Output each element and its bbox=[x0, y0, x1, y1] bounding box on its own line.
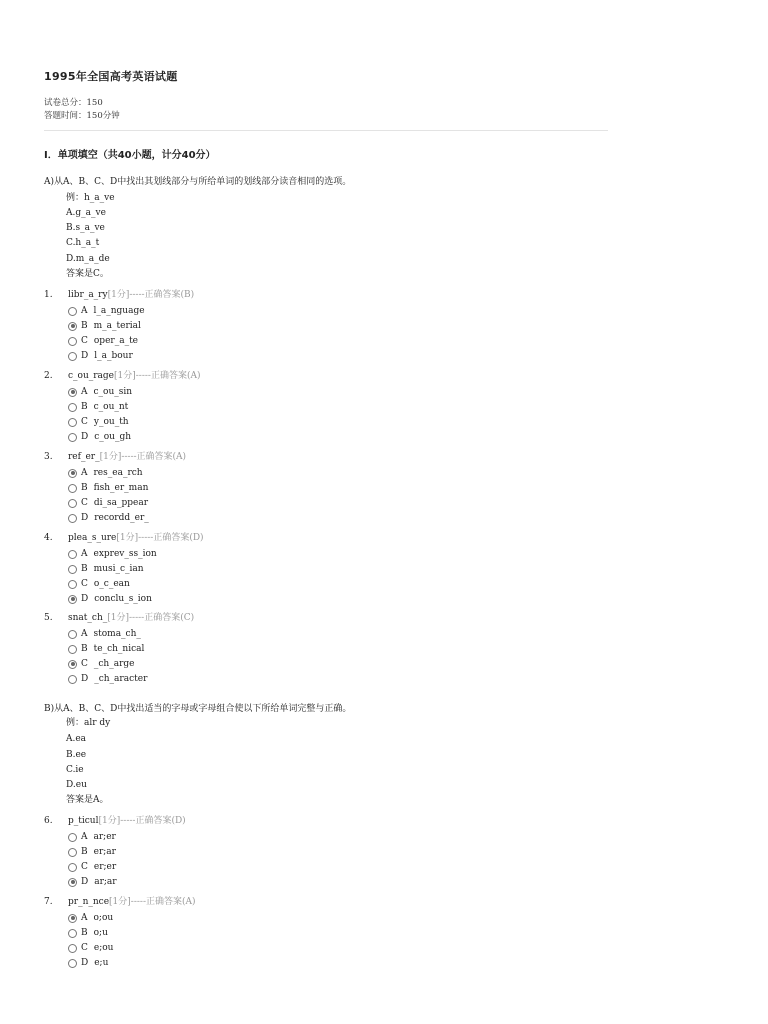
option-letter: B bbox=[81, 644, 88, 654]
radio-button[interactable] bbox=[68, 914, 77, 923]
option-letter: D bbox=[81, 351, 89, 361]
option-letter: C bbox=[81, 336, 88, 346]
part-a-answer: 答案是C。 bbox=[66, 269, 109, 279]
question-score-answer: [1分]-----正确答案(D) bbox=[116, 533, 204, 543]
option-letter: A bbox=[81, 306, 88, 316]
section-heading: Ⅰ．单项填空（共40小题，计分40分） bbox=[44, 150, 216, 161]
question-stem bbox=[68, 532, 204, 544]
answer-option[interactable] bbox=[68, 431, 131, 443]
option-letter: B bbox=[81, 483, 88, 493]
option-text: _ch_aracter bbox=[94, 674, 148, 684]
option-text: c_ou_gh bbox=[94, 432, 132, 442]
answer-option[interactable] bbox=[68, 563, 144, 575]
option-text: ar;er bbox=[93, 832, 116, 842]
answer-option[interactable] bbox=[68, 305, 145, 317]
answer-option[interactable] bbox=[68, 658, 134, 670]
option-letter: B bbox=[81, 928, 88, 938]
radio-button[interactable] bbox=[68, 929, 77, 938]
radio-button[interactable] bbox=[68, 307, 77, 316]
option-letter: D bbox=[81, 674, 89, 684]
question-word: pr_n_nce bbox=[68, 897, 110, 907]
option-text: l_a_nguage bbox=[93, 306, 145, 316]
divider bbox=[44, 130, 608, 131]
option-text: c_ou_sin bbox=[93, 387, 133, 397]
answer-option[interactable] bbox=[68, 512, 149, 524]
radio-button[interactable] bbox=[68, 565, 77, 574]
part-b-choice: B.ee bbox=[66, 750, 87, 760]
question-word: ref_er_ bbox=[68, 452, 100, 462]
option-text: c_ou_nt bbox=[93, 402, 129, 412]
answer-option[interactable] bbox=[68, 497, 148, 509]
part-b-instruction: B)从A、B、C、D中找出适当的字母或字母组合使以下所给单词完整与正确。 bbox=[44, 704, 352, 714]
answer-option[interactable] bbox=[68, 628, 141, 640]
option-text: oper_a_te bbox=[93, 336, 139, 346]
radio-button[interactable] bbox=[68, 418, 77, 427]
part-b-example: 例：alr dy bbox=[66, 718, 111, 728]
question-word: c_ou_rage bbox=[68, 371, 115, 381]
question-word: snat_ch_ bbox=[68, 613, 108, 623]
radio-button[interactable] bbox=[68, 322, 77, 331]
radio-button[interactable] bbox=[68, 645, 77, 654]
radio-button[interactable] bbox=[68, 660, 77, 669]
answer-option[interactable] bbox=[68, 386, 132, 398]
part-a-choice: B.s_a_ve bbox=[66, 223, 105, 233]
question-score-answer: [1分]-----正确答案(D) bbox=[98, 816, 186, 826]
question-number: 1. bbox=[44, 290, 53, 300]
answer-option[interactable] bbox=[68, 927, 108, 939]
option-text: recordd_er_ bbox=[94, 513, 149, 523]
option-letter: B bbox=[81, 402, 88, 412]
question-stem bbox=[68, 612, 194, 624]
total-score: 试卷总分：150 bbox=[44, 98, 103, 108]
part-a-choice: D.m_a_de bbox=[66, 254, 110, 264]
option-letter: B bbox=[81, 321, 88, 331]
option-letter: C bbox=[81, 659, 88, 669]
option-text: _ch_arge bbox=[93, 659, 135, 669]
question-score-answer: [1分]-----正确答案(A) bbox=[99, 452, 187, 462]
question-stem bbox=[68, 451, 186, 463]
question-number: 7. bbox=[44, 897, 53, 907]
radio-button[interactable] bbox=[68, 848, 77, 857]
answer-option[interactable] bbox=[68, 861, 116, 873]
part-b-choice: A.ea bbox=[66, 734, 87, 744]
radio-button[interactable] bbox=[68, 433, 77, 442]
radio-button[interactable] bbox=[68, 878, 77, 887]
option-letter: A bbox=[81, 549, 88, 559]
option-letter: C bbox=[81, 579, 88, 589]
question-number: 2. bbox=[44, 371, 53, 381]
part-a-choice: A.g_a_ve bbox=[66, 208, 106, 218]
part-b-answer: 答案是A。 bbox=[66, 795, 109, 805]
question-stem bbox=[68, 370, 201, 382]
answer-option[interactable] bbox=[68, 416, 129, 428]
question-score-answer: [1分]-----正确答案(A) bbox=[114, 371, 201, 381]
part-a-example: 例：h_a_ve bbox=[66, 193, 115, 203]
question-number: 3. bbox=[44, 452, 53, 462]
radio-button[interactable] bbox=[68, 550, 77, 559]
radio-button[interactable] bbox=[68, 630, 77, 639]
radio-button[interactable] bbox=[68, 944, 77, 953]
answer-option[interactable] bbox=[68, 401, 128, 413]
radio-button[interactable] bbox=[68, 499, 77, 508]
part-a-instruction: A)从A、B、C、D中找出其划线部分与所给单词的划线部分读音相同的选项。 bbox=[44, 177, 352, 187]
radio-button[interactable] bbox=[68, 863, 77, 872]
radio-button[interactable] bbox=[68, 514, 77, 523]
option-text: er;ar bbox=[93, 847, 116, 857]
radio-button[interactable] bbox=[68, 352, 77, 361]
question-word: libr_a_ry bbox=[68, 290, 108, 300]
option-letter: D bbox=[81, 513, 89, 523]
option-letter: A bbox=[81, 629, 88, 639]
answer-option[interactable] bbox=[68, 942, 113, 954]
answer-option[interactable] bbox=[68, 846, 116, 858]
question-score-answer: [1分]-----正确答案(A) bbox=[109, 897, 196, 907]
answer-option[interactable] bbox=[68, 643, 144, 655]
question-score-answer: [1分]-----正确答案(B) bbox=[107, 290, 195, 300]
option-text: fish_er_man bbox=[93, 483, 149, 493]
radio-button[interactable] bbox=[68, 484, 77, 493]
option-letter: D bbox=[81, 432, 89, 442]
option-text: stoma_ch_ bbox=[93, 629, 141, 639]
question-number: 6. bbox=[44, 816, 53, 826]
answer-option[interactable] bbox=[68, 912, 113, 924]
part-b-choice: D.eu bbox=[66, 780, 87, 790]
answer-option[interactable] bbox=[68, 578, 130, 590]
option-text: conclu_s_ion bbox=[94, 594, 152, 604]
option-text: er;er bbox=[93, 862, 117, 872]
radio-button[interactable] bbox=[68, 959, 77, 968]
option-text: e;ou bbox=[93, 943, 114, 953]
option-letter: A bbox=[81, 468, 88, 478]
option-text: exprev_ss_ion bbox=[93, 549, 157, 559]
part-a-choice: C.h_a_t bbox=[66, 238, 100, 248]
option-letter: B bbox=[81, 564, 88, 574]
question-number: 4. bbox=[44, 533, 53, 543]
option-text: l_a_bour bbox=[94, 351, 133, 361]
radio-button[interactable] bbox=[68, 675, 77, 684]
option-letter: A bbox=[81, 832, 88, 842]
question-number: 5. bbox=[44, 613, 53, 623]
option-letter: C bbox=[81, 862, 88, 872]
question-score-answer: [1分]-----正确答案(C) bbox=[107, 613, 195, 623]
option-letter: C bbox=[81, 498, 88, 508]
radio-button[interactable] bbox=[68, 469, 77, 478]
option-letter: D bbox=[81, 594, 89, 604]
option-text: ar;ar bbox=[94, 877, 117, 887]
answer-time: 答题时间：150分钟 bbox=[44, 111, 120, 121]
radio-button[interactable] bbox=[68, 403, 77, 412]
question-stem bbox=[68, 815, 186, 827]
part-b-choice: C.ie bbox=[66, 765, 84, 775]
option-letter: A bbox=[81, 913, 88, 923]
answer-option[interactable] bbox=[68, 335, 138, 347]
option-text: m_a_terial bbox=[93, 321, 141, 331]
option-text: di_sa_ppear bbox=[93, 498, 149, 508]
answer-option[interactable] bbox=[68, 673, 147, 685]
radio-button[interactable] bbox=[68, 580, 77, 589]
answer-option[interactable] bbox=[68, 482, 148, 494]
option-text: o;u bbox=[93, 928, 108, 938]
option-text: te_ch_nical bbox=[93, 644, 145, 654]
answer-option[interactable] bbox=[68, 831, 116, 843]
option-text: musi_c_ian bbox=[93, 564, 144, 574]
option-text: y_ou_th bbox=[93, 417, 129, 427]
option-text: o;ou bbox=[93, 913, 114, 923]
option-letter: B bbox=[81, 847, 88, 857]
radio-button[interactable] bbox=[68, 337, 77, 346]
option-letter: A bbox=[81, 387, 88, 397]
option-text: e;u bbox=[94, 958, 109, 968]
answer-option[interactable] bbox=[68, 593, 152, 605]
option-letter: D bbox=[81, 877, 89, 887]
radio-button[interactable] bbox=[68, 595, 77, 604]
answer-option[interactable] bbox=[68, 548, 157, 560]
radio-button[interactable] bbox=[68, 833, 77, 842]
option-letter: C bbox=[81, 943, 88, 953]
question-stem bbox=[68, 289, 194, 301]
question-stem bbox=[68, 896, 196, 908]
radio-button[interactable] bbox=[68, 388, 77, 397]
option-text: res_ea_rch bbox=[93, 468, 143, 478]
answer-option[interactable] bbox=[68, 320, 141, 332]
answer-option[interactable] bbox=[68, 957, 108, 969]
option-letter: D bbox=[81, 958, 89, 968]
question-word: p_ticul bbox=[68, 816, 99, 826]
question-word: plea_s_ure bbox=[68, 533, 117, 543]
answer-option[interactable] bbox=[68, 467, 143, 479]
option-letter: C bbox=[81, 417, 88, 427]
option-text: o_c_ean bbox=[93, 579, 130, 589]
answer-option[interactable] bbox=[68, 876, 117, 888]
answer-option[interactable] bbox=[68, 350, 133, 362]
page-title: 1995年全国高考英语试题 bbox=[44, 70, 178, 83]
